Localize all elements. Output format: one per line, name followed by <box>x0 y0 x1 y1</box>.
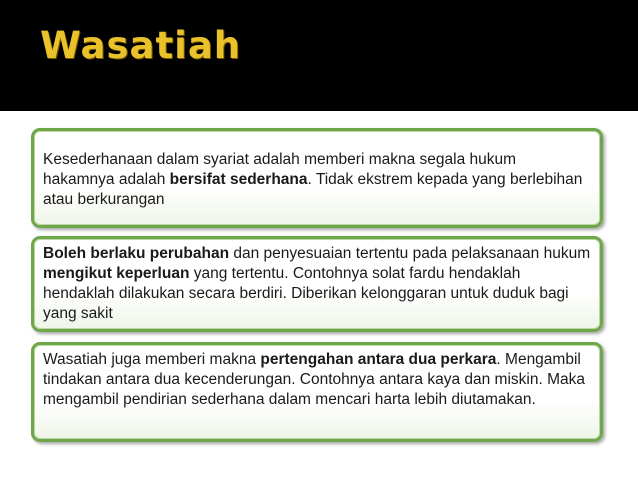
box1-text-2: . Tidak ekstrem kepada yang berlebihan atau berkurangan <box>43 171 583 208</box>
content-box-3 <box>31 342 603 442</box>
box2-text-2: yang tertentu. Contohnya solat fardu hendaklah hendaklah dilakukan secara berdiri. Diberikan kelonggaran untuk duduk bagi yang sakit <box>43 265 569 322</box>
content-box-1 <box>31 128 603 228</box>
slide-title: Wasatiah <box>40 24 242 67</box>
box1-text-1: Kesederhanaan dalam syariat adalah memberi makna segala hukum hakamnya adalah <box>43 151 517 188</box>
box2-bold-1: Boleh berlaku perubahan <box>43 245 230 262</box>
box3-text-1: Wasatiah juga memberi makna <box>43 351 261 368</box>
header-divider <box>0 111 638 117</box>
slide-header <box>0 0 638 111</box>
box3-bold-1: pertengahan antara dua perkara <box>260 351 497 368</box>
box3-text-2: . Mengambil tindakan antara dua kecenderungan. Contohnya antara kaya dan miskin. Maka mengambil pendirian sederhana dalam mencari harta lebih diutamakan. <box>43 351 585 408</box>
box2-bold-2: mengikut keperluan <box>43 265 190 282</box>
box1-bold-1: bersifat sederhana <box>169 171 308 188</box>
content-box-2 <box>31 236 603 332</box>
box2-text-1: dan penyesuaian tertentu pada pelaksanaan hukum <box>229 245 591 262</box>
